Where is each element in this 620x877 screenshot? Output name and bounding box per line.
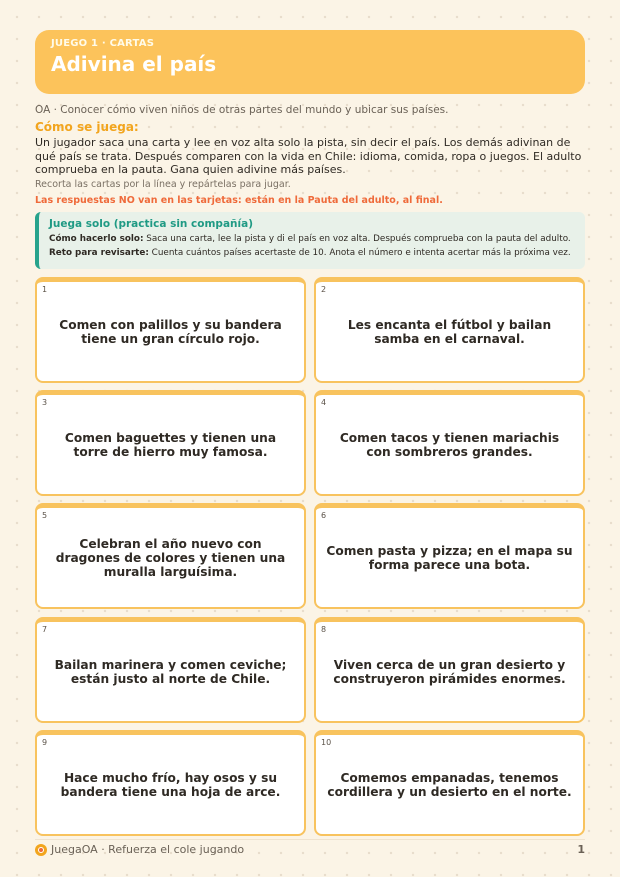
card-clue: Comen pasta y pizza; en el mapa su forma parece una bota.: [326, 543, 573, 572]
juegaoa-logo-icon: [35, 844, 47, 856]
card-number: 1: [42, 285, 48, 294]
solo-challenge-line: [49, 248, 575, 258]
card-clue: Comen tacos y tienen mariachis con sombreros grandes.: [339, 430, 560, 459]
card-clue: Comen con palillos y su bandera tiene un gran círculo rojo.: [59, 317, 282, 346]
card-number: 9: [42, 738, 48, 747]
answers-note: Las respuestas NO van en las tarjetas: están en la Pauta del adulto, al final.: [35, 195, 443, 206]
page-number: 1: [577, 843, 585, 856]
card-clue: Les encanta el fútbol y bailan samba en el carnaval.: [347, 317, 552, 346]
card-clue: Celebran el año nuevo con dragones de colores y tienen una muralla larguísima.: [55, 536, 286, 579]
solo-how-text: Saca una carta, lee la pista y di el país en voz alta. Después comprueba con la pauta del adulto.: [143, 234, 571, 244]
card-number: 6: [321, 511, 327, 520]
page-header: [35, 30, 585, 94]
card-number: 8: [321, 625, 327, 634]
card-clue: Comen baguettes y tienen una torre de hierro muy famosa.: [64, 430, 277, 459]
clue-card-4: [314, 390, 585, 496]
card-number: 2: [321, 285, 327, 294]
solo-how-line: [49, 234, 575, 244]
solo-challenge-text: Cuenta cuántos países acertaste de 10. Anota el número e intenta acertar más la próxima vez.: [148, 248, 571, 258]
clue-card-7: [35, 617, 306, 723]
card-number: 10: [321, 738, 332, 747]
solo-play-box: [35, 212, 585, 269]
card-clue: Comemos empanadas, tenemos cordillera y un desierto en el norte.: [327, 770, 572, 799]
how-to-play-text: Un jugador saca una carta y lee en voz alta solo la pista, sin decir el país. Los demás adivinan de qué país se trata. Después comparen con la vida en Chile: idioma, comida, ropa o juegos. El adulto comprueba en la pauta. Gana quien adivine más países.: [35, 136, 582, 177]
card-clue: Bailan marinera y comen ceviche; están justo al norte de Chile.: [54, 657, 287, 686]
clue-card-10: [314, 730, 585, 836]
solo-how-label: Cómo hacerlo solo:: [49, 234, 144, 244]
clue-card-3: [35, 390, 306, 496]
learning-objective: OA · Conocer cómo viven niños de otras partes del mundo y ubicar sus países.: [35, 104, 449, 116]
clue-card-8: [314, 617, 585, 723]
footer: [35, 843, 244, 856]
card-number: 5: [42, 511, 48, 520]
card-number: 3: [42, 398, 48, 407]
card-number: 7: [42, 625, 48, 634]
card-clue: Hace mucho frío, hay osos y su bandera tiene una hoja de arce.: [60, 770, 281, 799]
clue-card-6: [314, 503, 585, 609]
card-clue: Viven cerca de un gran desierto y construyeron pirámides enormes.: [333, 657, 566, 686]
solo-challenge-label: Reto para revisarte:: [49, 248, 149, 258]
clue-card-1: [35, 277, 306, 383]
card-number: 4: [321, 398, 327, 407]
clue-card-9: [35, 730, 306, 836]
clue-card-2: [314, 277, 585, 383]
how-to-play-heading: Cómo se juega:: [35, 120, 139, 134]
solo-play-title: Juega solo (practica sin compañía): [49, 218, 253, 230]
header-kicker: JUEGO 1 · CARTAS: [51, 38, 155, 49]
page-title: Adivina el país: [51, 52, 217, 76]
clue-card-5: [35, 503, 306, 609]
footer-divider: [35, 839, 585, 840]
cut-instructions: Recorta las cartas por la línea y repártelas para jugar.: [35, 179, 291, 190]
footer-text: JuegaOA · Refuerza el cole jugando: [51, 843, 245, 856]
